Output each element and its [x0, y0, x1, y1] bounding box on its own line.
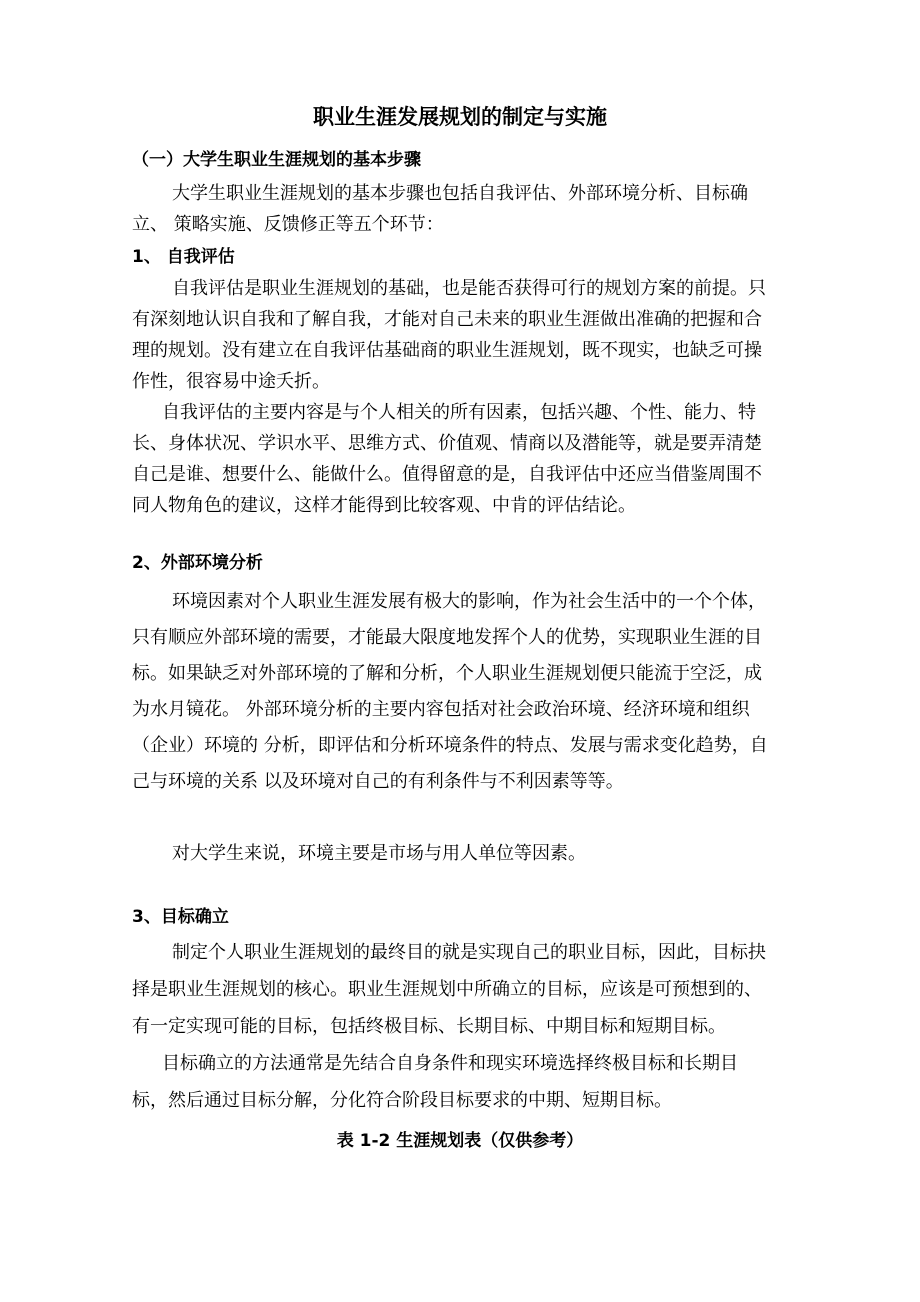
paragraph-line: 自我评估的主要内容是与个人相关的所有因素，包括兴趣、个性、能力、特 — [162, 402, 756, 423]
section-heading: （一）大学生职业生涯规划的基本步骤 — [132, 150, 421, 170]
paragraph-line: 制定个人职业生涯规划的最终目的就是实现自己的职业目标，因此，目标抉 — [172, 942, 766, 963]
paragraph-line: 长、身体状况、学识水平、思维方式、价值观、情商以及潜能等，就是要弄清楚 — [132, 433, 762, 454]
paragraph-line: 环境因素对个人职业生涯发展有极大的影响，作为社会生活中的一个个体， — [172, 591, 766, 612]
paragraph-line: 目标确立的方法通常是先结合自身条件和现实环境选择终极目标和长期目 — [162, 1053, 738, 1074]
table-caption: 表 1-2 生涯规划表（仅供参考） — [336, 1131, 584, 1151]
paragraph-line: 标。如果缺乏对外部环境的了解和分析，个人职业生涯规划便只能流于空泛，成 — [132, 663, 762, 684]
paragraph-line: 大学生职业生涯规划的基本步骤也包括自我评估、外部环境分析、目标确 — [172, 183, 748, 204]
paragraph-line: 对大学生来说，环境主要是市场与用人单位等因素。 — [172, 843, 586, 864]
paragraph-line: 标，然后通过目标分解，分化符合阶段目标要求的中期、短期目标。 — [132, 1090, 672, 1111]
paragraph-line: 为水月镜花。 外部环境分析的主要内容包括对社会政治环境、经济环境和组织 — [132, 699, 750, 720]
paragraph-line: 只有顺应外部环境的需要，才能最大限度地发挥个人的优势，实现职业生涯的目 — [132, 627, 762, 648]
subsection-heading: 1、 自我评估 — [132, 247, 235, 267]
paragraph-line: （企业）环境的 分析，即评估和分析环境条件的特点、发展与需求变化趋势，自 — [132, 735, 768, 756]
paragraph-line: 作性，很容易中途夭折。 — [132, 371, 330, 392]
paragraph-line: 立、 策略实施、反馈修正等五个环节： — [132, 214, 444, 235]
paragraph-line: 有一定实现可能的目标，包括终极目标、长期目标、中期目标和短期目标。 — [132, 1016, 726, 1037]
paragraph-line: 择是职业生涯规划的核心。职业生涯规划中所确立的目标，应该是可预想到的、 — [132, 979, 762, 1000]
paragraph-line: 自己是谁、想要什么、能做什么。值得留意的是，自我评估中还应当借鉴周围不 — [132, 464, 762, 485]
paragraph-line: 理的规划。没有建立在自我评估基础商的职业生涯规划，既不现实，也缺乏可操 — [132, 340, 762, 361]
page-title: 职业生涯发展规划的制定与实施 — [313, 105, 607, 129]
subsection-heading: 2、外部环境分析 — [132, 553, 263, 573]
subsection-heading: 3、目标确立 — [132, 907, 229, 927]
paragraph-line: 己与环境的关系 以及环境对自己的有利条件与不利因素等等。 — [132, 771, 624, 792]
paragraph-line: 有深刻地认识自我和了解自我，才能对自己未来的职业生涯做出准确的把握和合 — [132, 309, 762, 330]
paragraph-line: 同人物角色的建议，这样才能得到比较客观、中肯的评估结论。 — [132, 495, 636, 516]
paragraph-line: 自我评估是职业生涯规划的基础，也是能否获得可行的规划方案的前提。只 — [172, 278, 766, 299]
